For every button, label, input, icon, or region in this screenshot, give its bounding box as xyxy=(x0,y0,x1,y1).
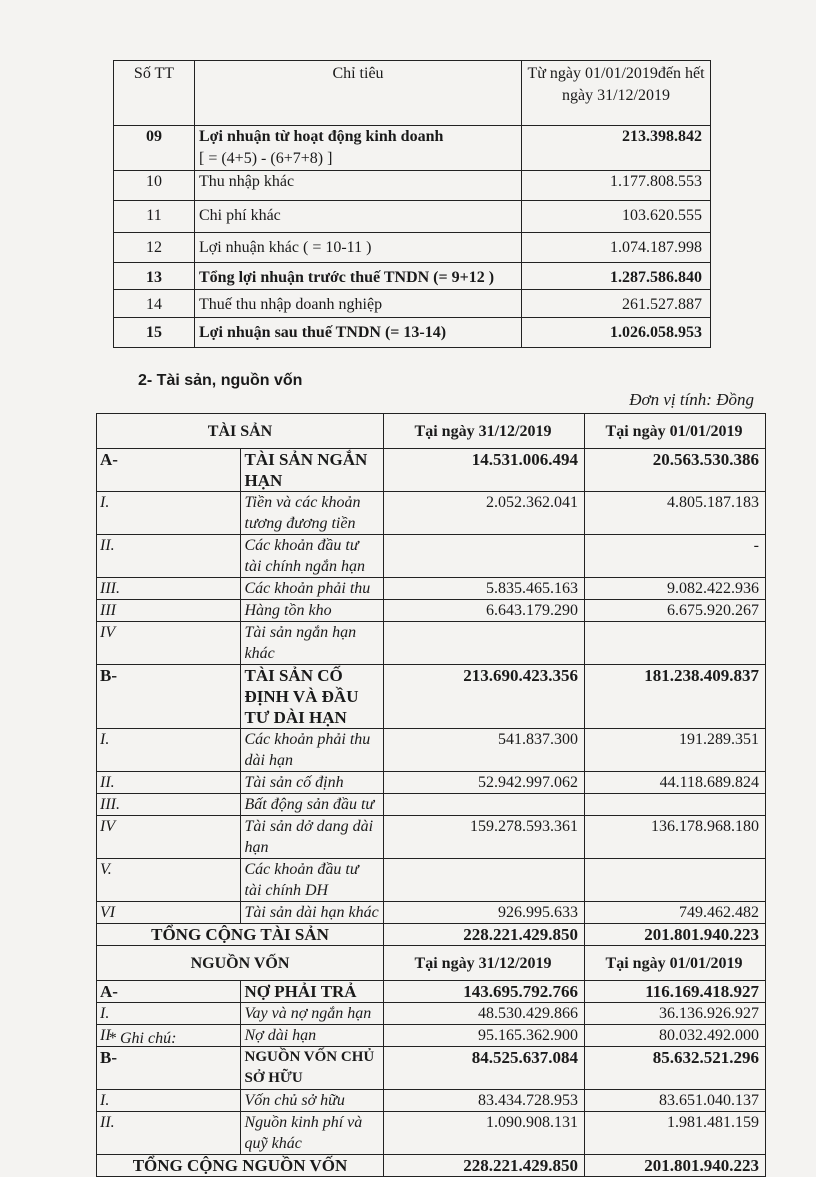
row-no: 13 xyxy=(114,263,195,290)
table-row xyxy=(97,772,766,794)
row-value-current: 1.090.908.131 xyxy=(384,1112,585,1155)
row-label: Nợ dài hạn xyxy=(240,1025,384,1047)
balance-table xyxy=(96,413,766,1177)
row-label: Tài sản dở dang dài hạn xyxy=(240,816,384,859)
row-label: Nguồn kinh phí và quỹ khác xyxy=(240,1112,384,1155)
row-item: Lợi nhuận khác ( = 10-11 ) xyxy=(195,233,522,263)
row-value-prior xyxy=(585,622,766,665)
table-row xyxy=(97,1090,766,1112)
row-value-current xyxy=(384,859,585,902)
assets-header: TÀI SẢN xyxy=(97,414,384,449)
row-value-prior: 6.675.920.267 xyxy=(585,600,766,622)
header-no: Số TT xyxy=(114,61,195,126)
row-item: Lợi nhuận sau thuế TNDN (= 13-14) xyxy=(195,318,522,348)
row-value-prior xyxy=(585,794,766,816)
col-header-prior: Tại ngày 01/01/2019 xyxy=(585,946,766,981)
row-value-current xyxy=(384,794,585,816)
row-value-prior: 36.136.926.927 xyxy=(585,1003,766,1025)
row-value-prior: 1.981.481.159 xyxy=(585,1112,766,1155)
row-value-prior xyxy=(585,859,766,902)
col-header-prior: Tại ngày 01/01/2019 xyxy=(585,414,766,449)
row-value-current: 14.531.006.494 xyxy=(384,449,585,492)
total-assets-current: 228.221.429.850 xyxy=(384,924,585,946)
header-period: Từ ngày 01/01/2019đến hết ngày 31/12/2019 xyxy=(522,61,711,126)
table-row xyxy=(97,1003,766,1025)
row-subitem: [ = (4+5) - (6+7+8) ] xyxy=(199,150,333,167)
row-code: A- xyxy=(97,981,241,1003)
total-sources-prior: 201.801.940.223 xyxy=(585,1155,766,1177)
row-label: Vốn chủ sở hữu xyxy=(240,1090,384,1112)
row-value-current: 52.942.997.062 xyxy=(384,772,585,794)
table-row xyxy=(97,492,766,535)
row-value-prior: 4.805.187.183 xyxy=(585,492,766,535)
row-value-prior: 749.462.482 xyxy=(585,902,766,924)
table-row xyxy=(114,171,711,201)
row-value-prior: 85.632.521.296 xyxy=(585,1047,766,1090)
table-row xyxy=(97,1112,766,1155)
row-value-current: 159.278.593.361 xyxy=(384,816,585,859)
row-no: 11 xyxy=(114,201,195,233)
row-code: II. xyxy=(97,772,241,794)
row-code: IV xyxy=(97,622,241,665)
col-header-current: Tại ngày 31/12/2019 xyxy=(384,946,585,981)
table-row xyxy=(97,816,766,859)
table-row xyxy=(114,290,711,318)
group-row xyxy=(97,665,766,729)
row-no: 15 xyxy=(114,318,195,348)
table-row xyxy=(97,622,766,665)
row-code: B- xyxy=(97,665,241,729)
total-assets-label: TỔNG CỘNG TÀI SẢN xyxy=(97,924,384,946)
row-code: B- xyxy=(97,1047,241,1090)
row-value: 261.527.887 xyxy=(522,290,711,318)
table-row xyxy=(97,600,766,622)
table-row xyxy=(97,1025,766,1047)
row-label: Tiền và các khoản tương đương tiền xyxy=(240,492,384,535)
row-label: Tài sản dài hạn khác xyxy=(240,902,384,924)
row-value: 103.620.555 xyxy=(522,201,711,233)
row-no: 12 xyxy=(114,233,195,263)
row-item: Thuế thu nhập doanh nghiệp xyxy=(195,290,522,318)
row-label: NỢ PHẢI TRẢ xyxy=(240,981,384,1003)
row-item: Thu nhập khác xyxy=(195,171,522,201)
row-code: I. xyxy=(97,1003,241,1025)
row-value-prior: 20.563.530.386 xyxy=(585,449,766,492)
row-code: IV xyxy=(97,816,241,859)
total-sources-label: TỔNG CỘNG NGUỒN VỐN xyxy=(97,1155,384,1177)
row-value-current: 5.835.465.163 xyxy=(384,578,585,600)
col-header-current: Tại ngày 31/12/2019 xyxy=(384,414,585,449)
row-value-current: 213.690.423.356 xyxy=(384,665,585,729)
row-value-current: 83.434.728.953 xyxy=(384,1090,585,1112)
section-title: 2- Tài sản, nguồn vốn xyxy=(138,372,303,389)
row-value-prior: - xyxy=(585,535,766,578)
table-row xyxy=(97,794,766,816)
row-value-prior: 136.178.968.180 xyxy=(585,816,766,859)
row-value-current: 143.695.792.766 xyxy=(384,981,585,1003)
row-value-prior: 9.082.422.936 xyxy=(585,578,766,600)
total-row xyxy=(97,924,766,946)
row-value-prior: 116.169.418.927 xyxy=(585,981,766,1003)
row-value: 1.287.586.840 xyxy=(522,263,711,290)
row-code: I. xyxy=(97,1090,241,1112)
row-value-current xyxy=(384,535,585,578)
total-sources-current: 228.221.429.850 xyxy=(384,1155,585,1177)
row-value-prior: 181.238.409.837 xyxy=(585,665,766,729)
row-label: Tài sản cố định xyxy=(240,772,384,794)
table-row xyxy=(114,318,711,348)
row-value-current: 6.643.179.290 xyxy=(384,600,585,622)
row-code: II. xyxy=(97,535,241,578)
row-value-prior: 80.032.492.000 xyxy=(585,1025,766,1047)
total-row xyxy=(97,1155,766,1177)
sources-header: NGUỒN VỐN xyxy=(97,946,384,981)
row-item: Lợi nhuận từ hoạt động kinh doanh [ = (4+5) - (6+7+8) ] xyxy=(195,126,522,171)
row-value-current: 84.525.637.084 xyxy=(384,1047,585,1090)
row-label: Các khoản phải thu dài hạn xyxy=(240,729,384,772)
row-no: 10 xyxy=(114,171,195,201)
row-label: TÀI SẢN CỐ ĐỊNH VÀ ĐẦU TƯ DÀI HẠN xyxy=(240,665,384,729)
row-code: I. xyxy=(97,492,241,535)
row-label: Bất động sản đầu tư xyxy=(240,794,384,816)
row-value-current xyxy=(384,622,585,665)
row-code: III. xyxy=(97,794,241,816)
income-table xyxy=(113,60,711,348)
group-row xyxy=(97,449,766,492)
row-value: 1.026.058.953 xyxy=(522,318,711,348)
row-code: I. xyxy=(97,729,241,772)
row-label: NGUỒN VỐN CHỦ SỞ HỮU xyxy=(240,1047,384,1090)
row-no: 14 xyxy=(114,290,195,318)
total-assets-prior: 201.801.940.223 xyxy=(585,924,766,946)
row-label: Các khoản đầu tư tài chính DH xyxy=(240,859,384,902)
row-code: VI xyxy=(97,902,241,924)
row-item: Chi phí khác xyxy=(195,201,522,233)
row-value: 1.177.808.553 xyxy=(522,171,711,201)
row-value-prior: 83.651.040.137 xyxy=(585,1090,766,1112)
row-code: A- xyxy=(97,449,241,492)
row-label: Các khoản phải thu xyxy=(240,578,384,600)
row-label: Vay và nợ ngắn hạn xyxy=(240,1003,384,1025)
row-value: 1.074.187.998 xyxy=(522,233,711,263)
row-code: III. xyxy=(97,578,241,600)
row-no: 09 xyxy=(114,126,195,171)
row-code: V. xyxy=(97,859,241,902)
table-row xyxy=(97,535,766,578)
row-item: Tổng lợi nhuận trước thuế TNDN (= 9+12 ) xyxy=(195,263,522,290)
row-label: Hàng tồn kho xyxy=(240,600,384,622)
row-code: II xyxy=(97,1025,241,1047)
row-value: 213.398.842 xyxy=(522,126,711,171)
row-value-current: 2.052.362.041 xyxy=(384,492,585,535)
table-row xyxy=(114,263,711,290)
row-value-current: 541.837.300 xyxy=(384,729,585,772)
row-value-current: 48.530.429.866 xyxy=(384,1003,585,1025)
row-code: III xyxy=(97,600,241,622)
note-label: * Ghi chú: xyxy=(108,1030,177,1047)
group-row xyxy=(97,1047,766,1090)
row-value-prior: 191.289.351 xyxy=(585,729,766,772)
table-row xyxy=(114,126,711,171)
table-row xyxy=(114,201,711,233)
row-label: Các khoản đầu tư tài chính ngắn hạn xyxy=(240,535,384,578)
row-label: Tài sản ngắn hạn khác xyxy=(240,622,384,665)
header-item: Chỉ tiêu xyxy=(195,61,522,126)
table-row xyxy=(97,859,766,902)
row-value-current: 95.165.362.900 xyxy=(384,1025,585,1047)
row-value-current: 926.995.633 xyxy=(384,902,585,924)
table-row xyxy=(97,729,766,772)
row-code: II. xyxy=(97,1112,241,1155)
row-label: TÀI SẢN NGẮN HẠN xyxy=(240,449,384,492)
unit-label: Đơn vị tính: Đồng xyxy=(629,390,754,409)
row-value-prior: 44.118.689.824 xyxy=(585,772,766,794)
table-row xyxy=(114,233,711,263)
table-row xyxy=(97,578,766,600)
group-row xyxy=(97,981,766,1003)
table-row xyxy=(97,902,766,924)
